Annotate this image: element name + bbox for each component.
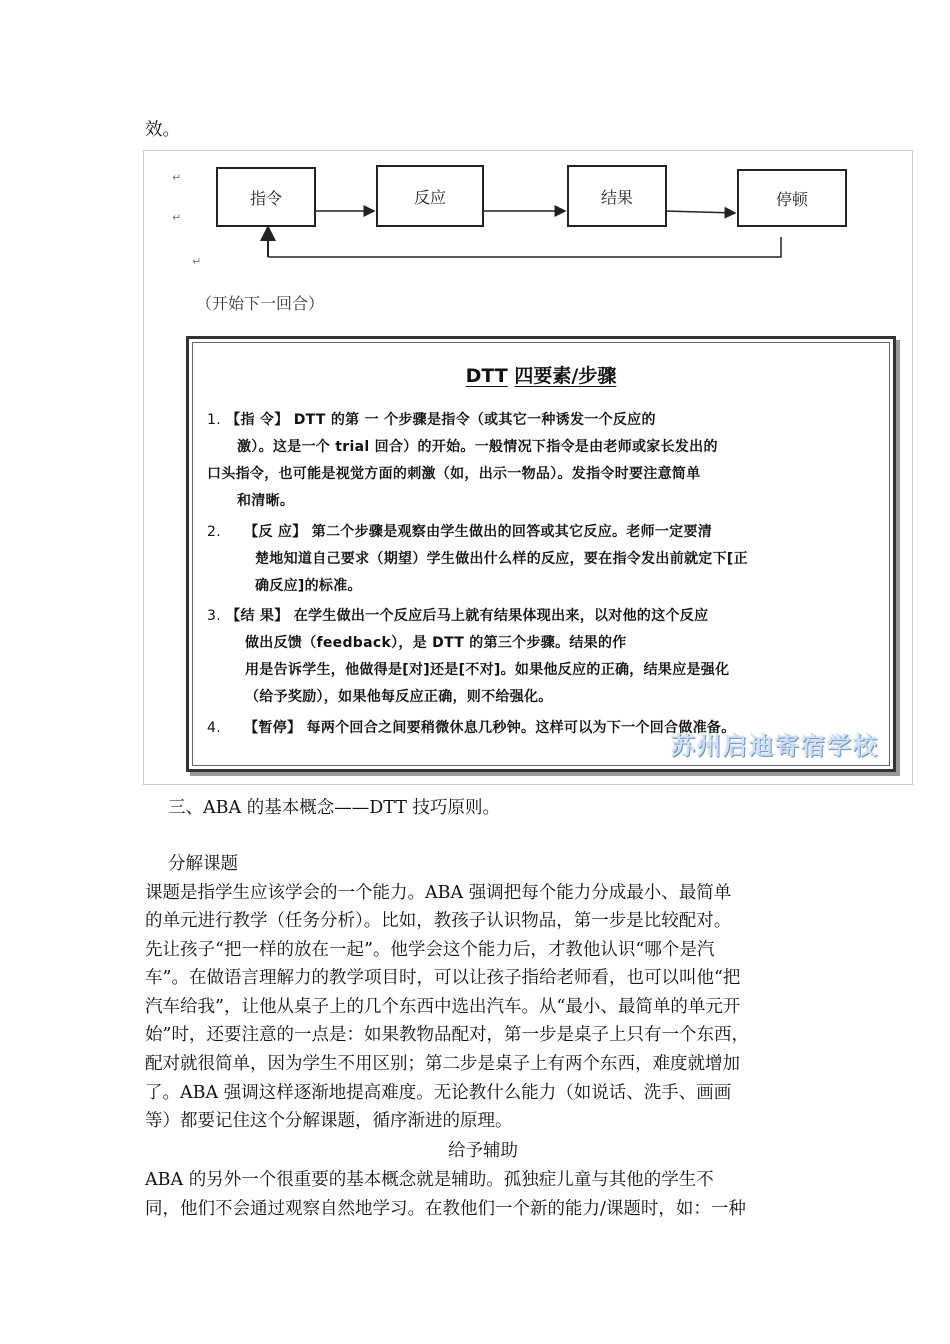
item-number: 4.: [207, 720, 221, 736]
text-fragment: 效。: [145, 120, 180, 140]
body-line: 始”时，还要注意的一点是：如果教物品配对，第一步是桌子上只有一个东西，: [145, 1025, 749, 1045]
item-number: 2.: [207, 524, 221, 540]
panel-line: [207, 409, 656, 429]
flow-box-label: 指令: [249, 188, 282, 208]
paragraph-mark-icon: ↵: [172, 211, 182, 224]
panel-line: 口头指令，也可能是视觉方面的刺激（如，出示一物品）。发指令时要注意简单: [207, 466, 701, 482]
item-number: 1.: [207, 412, 221, 428]
body-line: 课题是指学生应该学会的一个能力。ABA 强调把每个能力分成最小、最简单: [145, 883, 732, 903]
body-line: 等）都要记住这个分解课题，循序渐进的原理。: [145, 1111, 513, 1131]
item-text: 【反 应】 第二个步骤是观察由学生做出的回答或其它反应。老师一定要清: [244, 524, 713, 540]
panel-title: [189, 361, 893, 388]
panel-line: [207, 521, 712, 541]
school-watermark: 苏州启迪寄宿学校: [671, 732, 879, 760]
arrow-right-icon: [665, 211, 735, 213]
dtt-figure: [143, 150, 913, 785]
item-text: 【结 果】 在学生做出一个反应后马上就有结果体现出来，以对他的这个反应: [226, 608, 709, 624]
body-line: 同，他们不会通过观察自然地学习。在教他们一个新的能力/课题时，如：一种: [145, 1199, 746, 1219]
body-line: 先让孩子“把一样的放在一起”。他学会这个能力后，才教他认识“哪个是汽: [145, 940, 715, 960]
body-line: 了。ABA 强调这样逐渐地提高难度。无论教什么能力（如说话、洗手、画画: [145, 1083, 732, 1103]
panel-line: [207, 605, 708, 625]
section-heading: 三、ABA 的基本概念——DTT 技巧原则。: [168, 798, 500, 818]
paragraph-mark-icon: ↵: [172, 171, 182, 184]
panel-title-rest: 四要素/步骤: [514, 365, 617, 387]
flow-box-label: 反应: [413, 187, 446, 207]
paragraph-mark-icon: ↵: [192, 255, 202, 268]
panel-line: 和清晰。: [237, 493, 295, 509]
loop-caption: （开始下一回合）: [196, 294, 325, 313]
flow-box-label: 结果: [600, 187, 633, 207]
panel-line: [207, 717, 736, 737]
body-line: 汽车给我”，让他从桌子上的几个东西中选出汽车。从“最小、最简单的单元开: [145, 997, 741, 1017]
flow-box-label: 停顿: [775, 189, 808, 209]
subheading-prompting: 给予辅助: [448, 1141, 518, 1161]
item-text: 【暂停】 每两个回合之间要稍微休息几秒钟。这样可以为下一个回合做准备。: [244, 720, 736, 736]
panel-line: 确反应]的标准。: [255, 578, 362, 594]
panel-line: 楚地知道自己要求（期望）学生做出什么样的反应，要在指令发出前就定下[正: [255, 551, 748, 567]
item-number: 3.: [207, 608, 221, 624]
body-line: 车”。在做语言理解力的教学项目时，可以让孩子指给老师看，也可以叫他“把: [145, 968, 741, 988]
panel-title-prefix: DTT: [465, 365, 508, 387]
loop-line: [268, 237, 781, 257]
body-line: ABA 的另外一个很重要的基本概念就是辅助。孤独症儿童与其他的学生不: [145, 1170, 714, 1190]
panel-line: （给予奖励），如果他每反应正确，则不给强化。: [245, 689, 553, 705]
dtt-panel: [186, 336, 896, 772]
item-text: 【指 令】 DTT 的第 一 个步骤是指令（或其它一种诱发一个反应的: [226, 412, 656, 428]
flow-arrows: [144, 151, 912, 291]
body-line: 的单元进行教学（任务分析）。比如，教孩子认识物品，第一步是比较配对。: [145, 911, 732, 931]
panel-line: 用是告诉学生，他做得是[对]还是[不对]。如果他反应的正确，结果应是强化: [245, 662, 730, 678]
panel-line: 激）。这是一个 trial 回合）的开始。一般情况下指令是由老师或家长发出的: [237, 439, 718, 455]
body-line: 配对就很简单，因为学生不用区别；第二步是桌子上有两个东西，难度就增加: [145, 1054, 740, 1074]
subheading-task-analysis: 分解课题: [168, 854, 238, 874]
panel-line: 做出反馈（feedback），是 DTT 的第三个步骤。结果的作: [245, 635, 627, 651]
